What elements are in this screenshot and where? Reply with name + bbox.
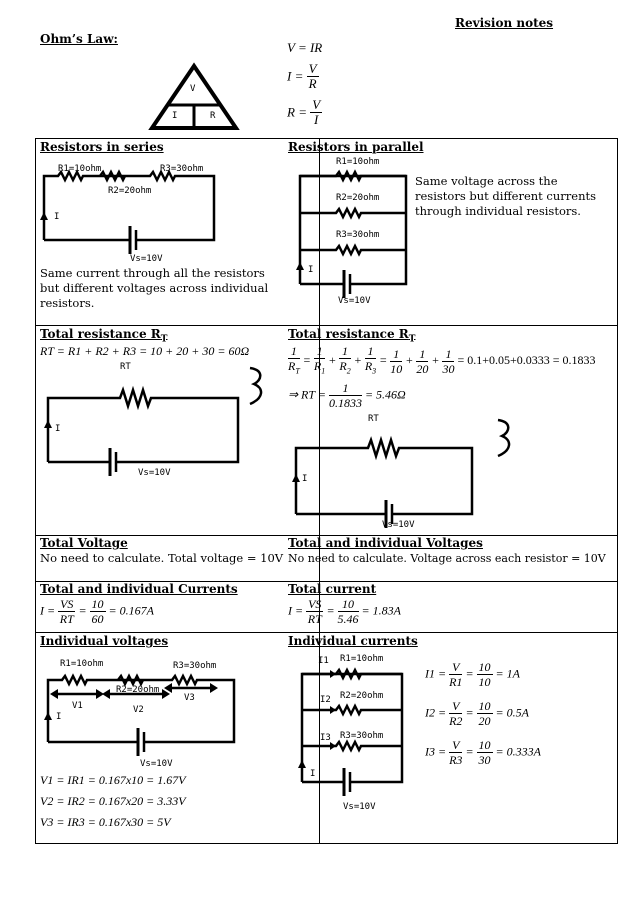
total-series-current-label: I [55, 424, 61, 434]
i1-equation: I1 = $\frac{V}{R1}$ = $\frac{10}{10}$ = 1A [425, 660, 520, 689]
parallel-current-label: I [308, 265, 314, 275]
ind-voltages-heading: Individual voltages [40, 634, 169, 648]
total-resistance-parallel-heading: Total resistance $R_T$ [288, 327, 416, 345]
series-description: Same current through all the resistors but different voltages across individual resistors. [40, 266, 269, 310]
triangle-r-label: R [210, 111, 216, 121]
ohms-law-triangle [150, 64, 240, 130]
ind-voltages-circuit [44, 662, 244, 762]
total-ind-currents-heading: Total and individual Currents [40, 582, 238, 596]
ind-voltages-vs-label: Vs=10V [140, 759, 173, 769]
series-r2-label: R2=20ohm [108, 186, 152, 196]
parallel-heading: Resistors in parallel [288, 140, 424, 154]
total-voltage-text: No need to calculate. Total voltage = 10V [40, 551, 284, 565]
series-vs-label: Vs=10V [130, 254, 163, 264]
total-resistance-parallel-eq: $\frac{1}{R_T}$ = $\frac{1}{R_1}$ + $\frac{1}{R_2}$ + $\frac{1}{R_3}$ = $\frac{1}{10}$ + $\frac{1}{20}$ + $\frac{1}{30}$ = 0.1+0.05+0.0333 = 0.1833 [288, 344, 596, 376]
v2-equation: V2 = IR2 = 0.167x20 = 3.33V [40, 794, 186, 808]
ind-currents-current-label: I [310, 769, 316, 779]
total-current-eq: I = $\frac{VS}{RT}$ = $\frac{10}{5.46}$ = 1.83A [288, 597, 401, 626]
v1-label: V1 [72, 701, 83, 711]
total-resistance-parallel-result: ⇒ RT = $\frac{1}{0.1833}$ = 5.46Ω [288, 381, 406, 410]
row-divider [36, 632, 617, 633]
triangle-i-label: I [172, 111, 178, 121]
ind-voltages-current-label: I [56, 712, 62, 722]
squiggle-mark [246, 366, 264, 406]
total-parallel-current-label: I [302, 474, 308, 484]
v2-label: V2 [133, 705, 144, 715]
parallel-r3-label: R3=30ohm [336, 230, 380, 240]
total-parallel-vs-label: Vs=10V [382, 520, 415, 530]
total-current-heading: Total current [288, 582, 377, 596]
ind-currents-r3-label: R3=30ohm [340, 731, 384, 741]
ohms-law-heading: Ohm’s Law: [40, 32, 118, 46]
ind-currents-r2-label: R2=20ohm [340, 691, 384, 701]
triangle-v-label: V [190, 84, 196, 94]
total-voltage-heading: Total Voltage [40, 536, 128, 550]
total-resistance-series-eq: RT = R1 + R2 + R3 = 10 + 20 + 30 = 60Ω [40, 344, 250, 358]
ohm-eq-v: V = IR [287, 40, 323, 55]
total-series-vs-label: Vs=10V [138, 468, 171, 478]
ind-voltages-r1-label: R1=10ohm [60, 659, 104, 669]
i1-label: I1 [318, 656, 329, 666]
parallel-description: Same voltage across the resistors but different currents through individual resistors. [415, 174, 597, 218]
ohm-eq-i: I = $\frac{V}{R}$ [287, 61, 317, 91]
i2-equation: I2 = $\frac{V}{R2}$ = $\frac{10}{20}$ = 0.5A [425, 699, 529, 728]
ind-voltages-r3-label: R3=30ohm [173, 661, 217, 671]
parallel-vs-label: Vs=10V [338, 296, 371, 306]
parallel-r1-label: R1=10ohm [336, 157, 380, 167]
ind-voltages-r2-label: R2=20ohm [116, 685, 160, 695]
i2-label: I2 [320, 695, 331, 705]
squiggle-mark [494, 418, 512, 458]
i3-label: I3 [320, 733, 331, 743]
v3-equation: V3 = IR3 = 0.167x30 = 5V [40, 815, 171, 829]
v3-label: V3 [184, 693, 195, 703]
series-heading: Resistors in series [40, 140, 164, 154]
ohm-eq-r: R = $\frac{V}{I}$ [287, 97, 321, 127]
total-series-circuit [44, 370, 244, 480]
parallel-r2-label: R2=20ohm [336, 193, 380, 203]
row-divider [36, 325, 617, 326]
i3-equation: I3 = $\frac{V}{R3}$ = $\frac{10}{30}$ = 0.333A [425, 738, 541, 767]
total-parallel-circuit [292, 420, 492, 528]
total-ind-voltages-heading: Total and individual Voltages [288, 536, 483, 550]
ind-currents-heading: Individual currents [288, 634, 418, 648]
total-ind-voltages-text: No need to calculate. Voltage across each resistor = 10V [288, 552, 606, 565]
total-series-rt-label: RT [120, 362, 131, 372]
series-r1-label: R1=10ohm [58, 164, 102, 174]
revision-notes-heading: Revision notes [455, 16, 554, 30]
ind-currents-r1-label: R1=10ohm [340, 654, 384, 664]
series-r3-label: R3=30ohm [160, 164, 204, 174]
v1-equation: V1 = IR1 = 0.167x10 = 1.67V [40, 773, 186, 787]
series-current-label: I [54, 212, 60, 222]
ind-currents-vs-label: Vs=10V [343, 802, 376, 812]
total-parallel-rt-label: RT [368, 414, 379, 424]
total-resistance-series-heading: Total resistance $R_T$ [40, 327, 168, 345]
total-ind-currents-eq: I = $\frac{VS}{RT}$ = $\frac{10}{60}$ = 0.167A [40, 597, 154, 626]
